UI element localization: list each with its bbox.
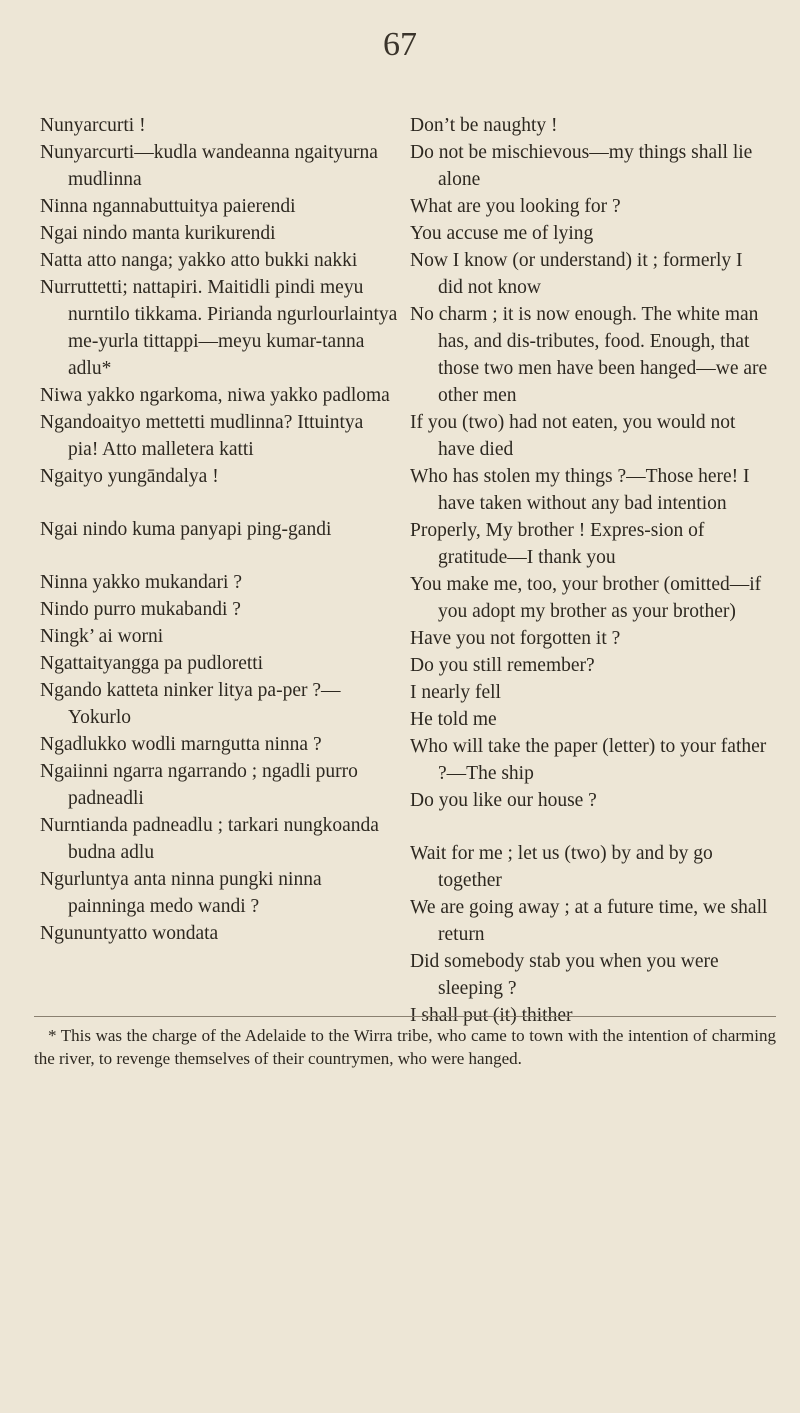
english-translation: I nearly fell (410, 682, 501, 703)
english-translation: What are you looking for ? (410, 196, 621, 217)
english-translation: No charm ; it is now enough. The white man has, and dis-tributes, food. Enough, that those two men have been hanged—we are other men (410, 304, 768, 406)
paragraph-gap (40, 490, 398, 516)
english-translation: He told me (410, 709, 497, 730)
paragraph-gap (410, 814, 772, 840)
english-translation: Now I know (or understand) it ; formerly I did not know (410, 250, 743, 298)
english-translation: Wait for me ; let us (two) by and by go together (410, 843, 713, 891)
kaurna-phrase: Nunyarcurti—kudla wandeanna ngaityurna mudlinna (40, 142, 378, 190)
kaurna-phrase: Ngai nindo manta kurikurendi (40, 223, 276, 244)
kaurna-phrase: Ninna yakko mukandari ? (40, 572, 242, 593)
english-translation: Have you not forgotten it ? (410, 628, 621, 649)
page-number: 67 (383, 26, 417, 63)
kaurna-phrase: Nurntianda padneadlu ; tarkari nungkoanda budna adlu (40, 815, 379, 863)
kaurna-phrase: Ningk’ ai worni (40, 626, 164, 647)
kaurna-phrase: Ngurluntya anta ninna pungki ninna painninga medo wandi ? (40, 869, 322, 917)
english-translation: Who has stolen my things ?—Those here! I have taken without any bad intention (410, 466, 750, 514)
english-translation: We are going away ; at a future time, we shall return (410, 897, 768, 945)
footnote: * This was the charge of the Adelaide to the Wirra tribe, who came to town with the intention of charming the river, to revenge themselves of their countrymen, who were hanged. (34, 1026, 776, 1068)
kaurna-phrase: Ngununtyatto wondata (40, 923, 219, 944)
paragraph-gap (40, 543, 398, 569)
kaurna-phrase: Ngaityo yungāndalya ! (40, 466, 219, 487)
footnote-divider (34, 1016, 776, 1017)
english-translation: I shall put (it) thither (410, 1005, 573, 1026)
english-translation: Do you still remember? (410, 655, 595, 676)
kaurna-phrase: Ngai nindo kuma panyapi ping-gandi (40, 519, 332, 540)
kaurna-phrase: Nindo purro mukabandi ? (40, 599, 241, 620)
kaurna-phrase: Ngattaityangga pa pudloretti (40, 653, 264, 674)
kaurna-phrase: Niwa yakko ngarkoma, niwa yakko padloma (40, 385, 390, 406)
right-column-english (410, 112, 772, 1029)
kaurna-phrase: Ninna ngannabuttuitya paierendi (40, 196, 296, 217)
english-translation: Don’t be naughty ! (410, 115, 558, 136)
kaurna-phrase: Ngaiinni ngarra ngarrando ; ngadli purro padneadli (40, 761, 358, 809)
left-column-kaurna (40, 112, 398, 947)
english-translation: You make me, too, your brother (omitted—if you adopt my brother as your brother) (410, 574, 762, 622)
english-translation: Do not be mischievous—my things shall lie alone (410, 142, 753, 190)
kaurna-phrase: Nurruttetti; nattapiri. Maitidli pindi meyu nurntilo tikkama. Pirianda ngurlourlaintya me-yurla tittappi—meyu kumar-tanna adlu* (40, 277, 398, 379)
kaurna-phrase: Nunyarcurti ! (40, 115, 146, 136)
kaurna-phrase: Natta atto nanga; yakko atto bukki nakki (40, 250, 358, 271)
english-translation: Who will take the paper (letter) to your father ?—The ship (410, 736, 767, 784)
kaurna-phrase: Ngandoaityo mettetti mudlinna? Ittuintya pia! Atto malletera katti (40, 412, 364, 460)
kaurna-phrase: Ngando katteta ninker litya pa-per ?—Yokurlo (40, 680, 341, 728)
kaurna-phrase: Ngadlukko wodli marngutta ninna ? (40, 734, 322, 755)
english-translation: Did somebody stab you when you were sleeping ? (410, 951, 719, 999)
english-translation: Do you like our house ? (410, 790, 597, 811)
english-translation: You accuse me of lying (410, 223, 594, 244)
english-translation: If you (two) had not eaten, you would not have died (410, 412, 736, 460)
english-translation: Properly, My brother ! Expres-sion of gratitude—I thank you (410, 520, 705, 568)
